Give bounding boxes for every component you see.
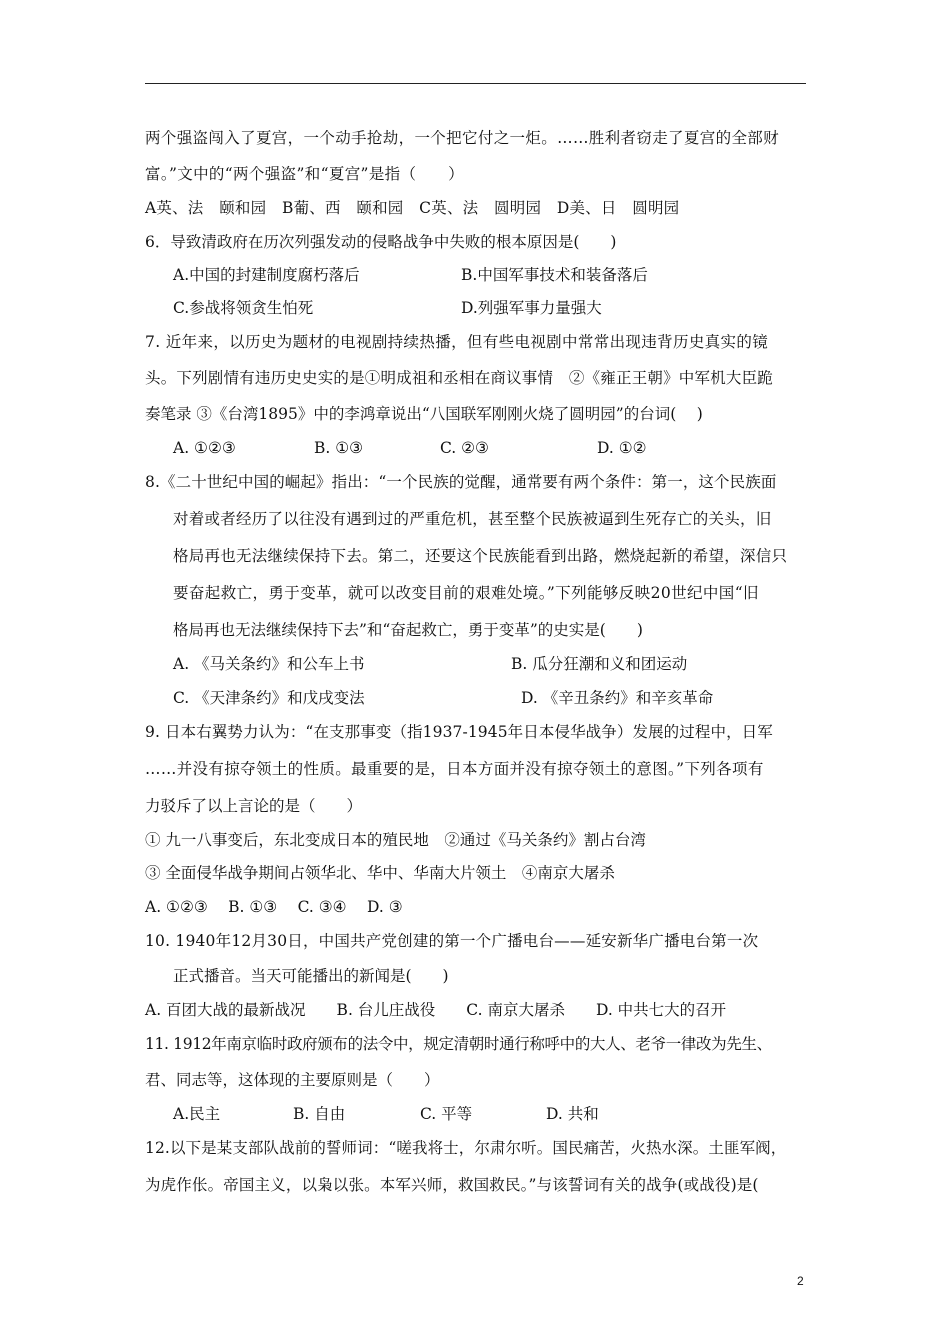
q8-option-d: D. 《辛丑条约》和辛亥革命 xyxy=(521,689,714,707)
q8-text-line-1: 8.《二十世纪中国的崛起》指出：“一个民族的觉醒，通常要有两个条件：第一，这个民族面 xyxy=(145,473,777,491)
q9-text-line-3: 力驳斥了以上言论的是（ ） xyxy=(145,797,363,815)
q8-text-line-3: 格局再也无法继续保持下去。第二，还要这个民族能看到出路，燃烧起新的希望，深信只 xyxy=(173,547,788,565)
page-number: 2 xyxy=(797,1274,804,1288)
q7-option-c: C. ②③ xyxy=(440,439,489,457)
q7-text-line-3: 奏笔录 ③《台湾1895》中的李鸿章说出“八国联军刚刚火烧了圆明园”的台词( ) xyxy=(145,405,703,423)
q11-option-b: B. 自由 xyxy=(293,1105,346,1123)
q8-option-b: B. 瓜分狂潮和义和团运动 xyxy=(511,655,688,673)
q8-option-c: C. 《天津条约》和戊戌变法 xyxy=(173,689,365,707)
q7-text-line-1: 7. 近年来，以历史为题材的电视剧持续热播，但有些电视剧中常常出现违背历史真实的镜 xyxy=(145,333,769,351)
q7-option-d: D. ①② xyxy=(597,439,647,457)
q11-text-line-1: 11. 1912年南京临时政府颁布的法令中，规定清朝时通行称呼中的大人、老爷一律改为先生、 xyxy=(145,1035,772,1053)
q6-option-d: D.列强军事力量强大 xyxy=(461,299,602,317)
q12-text-line-2: 为虎作伥。帝国主义，以枭以张。本军兴师，救国救民。”与该誓词有关的战争(或战役)是( xyxy=(145,1176,759,1194)
q8-text-line-4: 要奋起救亡，勇于变革，就可以改变目前的艰难处境。”下列能够反映20世纪中国“旧 xyxy=(173,584,759,602)
q6-stem: 6．导致清政府在历次列强发动的侵略战争中失败的根本原因是( ) xyxy=(145,233,617,251)
q10-text-line-1: 10. 1940年12月30日，中国共产党创建的第一个广播电台——延安新华广播电台第一次 xyxy=(145,932,759,950)
q9-text-line-2: ……并没有掠夺领土的性质。最重要的是，日本方面并没有掠夺领土的意图。”下列各项有 xyxy=(145,760,764,778)
header-rule xyxy=(145,83,806,84)
q9-text-line-1: 9. 日本右翼势力认为：“在支那事变（指1937-1945年日本侵华战争）发展的过程中，日军 xyxy=(145,723,773,741)
q9-item-1-2: ① 九一八事变后，东北变成日本的殖民地 ②通过《马关条约》割占台湾 xyxy=(145,831,646,849)
q8-text-line-2: 对着或者经历了以往没有遇到过的严重危机，甚至整个民族被逼到生死存亡的关头，旧 xyxy=(173,510,772,528)
q6-option-b: B.中国军事技术和装备落后 xyxy=(461,266,648,284)
q10-options: A. 百团大战的最新战况 B. 台儿庄战役 C. 南京大屠杀 D. 中共七大的召开 xyxy=(145,1001,727,1019)
q5-options: A英、法 颐和园 B葡、西 颐和园 C英、法 圆明园 D美、日 圆明园 xyxy=(145,199,680,217)
q11-option-d: D. 共和 xyxy=(546,1105,599,1123)
q9-item-3-4: ③ 全面侵华战争期间占领华北、华中、华南大片领土 ④南京大屠杀 xyxy=(145,864,615,882)
q11-option-a: A.民主 xyxy=(173,1105,221,1123)
q7-option-b: B. ①③ xyxy=(314,439,364,457)
q7-text-line-2: 头。下列剧情有违历史史实的是①明成祖和丞相在商议事情 ②《雍正王朝》中军机大臣跪 xyxy=(145,369,774,387)
q9-options: A. ①②③ B. ①③ C. ③④ D. ③ xyxy=(145,898,403,916)
q5-text-line-2: 富。”文中的“两个强盗”和“夏宫”是指（ ） xyxy=(145,165,464,183)
q11-text-line-2: 君、同志等，这体现的主要原则是（ ） xyxy=(145,1071,440,1089)
q8-text-line-5: 格局再也无法继续保持下去”和“奋起救亡，勇于变革”的史实是( ) xyxy=(173,621,643,639)
q11-option-c: C. 平等 xyxy=(420,1105,473,1123)
q7-option-a: A. ①②③ xyxy=(173,439,236,457)
q6-option-a: A.中国的封建制度腐朽落后 xyxy=(173,266,360,284)
q8-option-a: A. 《马关条约》和公车上书 xyxy=(173,655,365,673)
q10-text-line-2: 正式播音。当天可能播出的新闻是( ) xyxy=(173,967,449,985)
q5-text-line-1: 两个强盗闯入了夏宫，一个动手抢劫，一个把它付之一炬。……胜利者窃走了夏宫的全部财 xyxy=(145,129,780,147)
q12-text-line-1: 12.以下是某支部队战前的誓师词：“嗟我将士，尔肃尔听。国民痛苦，火热水深。土匪军阀， xyxy=(145,1139,787,1157)
q6-option-c: C.参战将领贪生怕死 xyxy=(173,299,314,317)
